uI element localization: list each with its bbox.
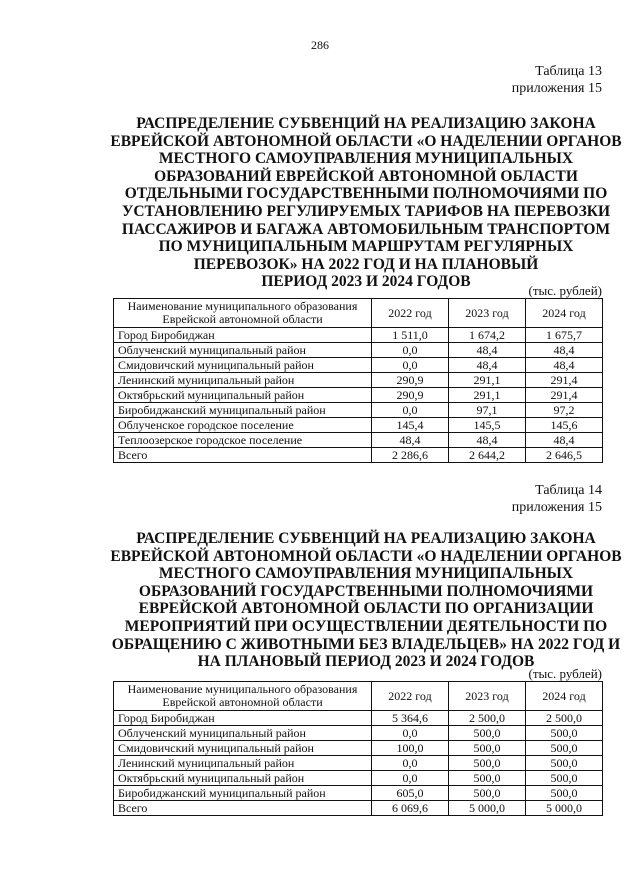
value-2022-cell: 0,0 xyxy=(372,403,449,418)
heading-line: ПАССАЖИРОВ И БАГАЖА АВТОМОБИЛЬНЫМ ТРАНСПОРТОМ xyxy=(121,220,611,238)
column-header-2023: 2023 год xyxy=(449,299,526,328)
table-row xyxy=(114,388,603,403)
row-name-cell: Теплоозерское городское поселение xyxy=(114,433,372,448)
row-name-cell: Биробиджанский муниципальный район xyxy=(114,403,372,418)
table-row xyxy=(114,448,603,463)
value-2024-cell: 5 000,0 xyxy=(526,801,603,816)
heading-line: ЕВРЕЙСКОЙ АВТОНОМНОЙ ОБЛАСТИ ПО ОРГАНИЗАЦИИ xyxy=(138,600,594,618)
heading-line: ОБРАЗОВАНИЙ ЕВРЕЙСКОЙ АВТОНОМНОЙ ОБЛАСТИ xyxy=(154,167,578,185)
heading-line: МЕСТНОГО САМОУПРАВЛЕНИЯ МУНИЦИПАЛЬНЫХ xyxy=(158,150,574,168)
value-2022-cell: 100,0 xyxy=(372,741,449,756)
table13-caption xyxy=(512,63,602,97)
table-row xyxy=(114,756,603,771)
value-2022-cell: 6 069,6 xyxy=(372,801,449,816)
value-2024-cell: 500,0 xyxy=(526,756,603,771)
value-2022-cell: 145,4 xyxy=(372,418,449,433)
value-2024-cell: 2 646,5 xyxy=(526,448,603,463)
column-header-name: Наименование муниципального образования Еврейской автономной области xyxy=(114,682,372,711)
table-row xyxy=(114,373,603,388)
heading-line: УСТАНОВЛЕНИЮ РЕГУЛИРУЕМЫХ ТАРИФОВ НА ПЕРЕВОЗКИ xyxy=(121,202,611,220)
value-2023-cell: 97,1 xyxy=(449,403,526,418)
table14-heading xyxy=(108,530,624,671)
column-header-2023: 2023 год xyxy=(449,682,526,711)
value-2023-cell: 500,0 xyxy=(449,741,526,756)
value-2023-cell: 500,0 xyxy=(449,771,526,786)
value-2022-cell: 290,9 xyxy=(372,388,449,403)
value-2024-cell: 500,0 xyxy=(526,771,603,786)
value-2023-cell: 2 644,2 xyxy=(449,448,526,463)
table-row xyxy=(114,711,603,726)
value-2022-cell: 0,0 xyxy=(372,756,449,771)
value-2023-cell: 500,0 xyxy=(449,756,526,771)
row-name-cell: Смидовичский муниципальный район xyxy=(114,358,372,373)
value-2023-cell: 2 500,0 xyxy=(449,711,526,726)
value-2024-cell: 97,2 xyxy=(526,403,603,418)
value-2024-cell: 1 675,7 xyxy=(526,328,603,343)
column-header-name: Наименование муниципального образования Еврейской автономной области xyxy=(114,299,372,328)
value-2024-cell: 48,4 xyxy=(526,358,603,373)
value-2023-cell: 145,5 xyxy=(449,418,526,433)
value-2023-cell: 48,4 xyxy=(449,358,526,373)
column-header-2024: 2024 год xyxy=(526,299,603,328)
value-2023-cell: 48,4 xyxy=(449,433,526,448)
table14-header-row xyxy=(114,682,603,711)
row-name-cell: Облученский муниципальный район xyxy=(114,343,372,358)
table13-heading xyxy=(108,115,624,291)
value-2023-cell: 48,4 xyxy=(449,343,526,358)
value-2024-cell: 2 500,0 xyxy=(526,711,603,726)
row-name-cell: Ленинский муниципальный район xyxy=(114,373,372,388)
table14 xyxy=(113,681,603,816)
heading-line: ОБРАЩЕНИЮ С ЖИВОТНЫМИ БЕЗ ВЛАДЕЛЬЦЕВ» НА 2022 ГОД И xyxy=(111,635,621,653)
value-2024-cell: 48,4 xyxy=(526,343,603,358)
value-2022-cell: 605,0 xyxy=(372,786,449,801)
value-2022-cell: 48,4 xyxy=(372,433,449,448)
row-name-cell: Всего xyxy=(114,448,372,463)
value-2022-cell: 0,0 xyxy=(372,343,449,358)
table14-caption-appendix: приложения 15 xyxy=(511,500,602,515)
column-header-2024: 2024 год xyxy=(526,682,603,711)
heading-line: РАСПРЕДЕЛЕНИЕ СУБВЕНЦИЙ НА РЕАЛИЗАЦИЮ ЗАКОНА xyxy=(136,530,596,547)
table-row xyxy=(114,403,603,418)
table14-units: (тыс. рублей) xyxy=(528,666,602,681)
table14-caption xyxy=(512,482,602,516)
table-row xyxy=(114,771,603,786)
heading-line: МЕРОПРИЯТИЙ ПРИ ОСУЩЕСТВЛЕНИИ ДЕЯТЕЛЬНОСТИ ПО xyxy=(124,617,608,635)
value-2023-cell: 291,1 xyxy=(449,388,526,403)
heading-line: МЕСТНОГО САМОУПРАВЛЕНИЯ МУНИЦИПАЛЬНЫХ xyxy=(158,565,574,583)
heading-line: ЕВРЕЙСКОЙ АВТОНОМНОЙ ОБЛАСТИ «О НАДЕЛЕНИИ ОРГАНОВ xyxy=(110,132,622,150)
row-name-cell: Облученское городское поселение xyxy=(114,418,372,433)
table13 xyxy=(113,298,603,463)
heading-line: ОБРАЗОВАНИЙ ГОСУДАРСТВЕННЫМИ ПОЛНОМОЧИЯМИ xyxy=(138,582,594,600)
value-2023-cell: 500,0 xyxy=(449,786,526,801)
heading-line: ЕВРЕЙСКОЙ АВТОНОМНОЙ ОБЛАСТИ «О НАДЕЛЕНИИ ОРГАНОВ xyxy=(110,547,622,565)
column-header-2022: 2022 год xyxy=(372,682,449,711)
row-name-cell: Всего xyxy=(114,801,372,816)
value-2024-cell: 145,6 xyxy=(526,418,603,433)
row-name-cell: Октябрьский муниципальный район xyxy=(114,388,372,403)
value-2024-cell: 500,0 xyxy=(526,741,603,756)
heading-line: ОТДЕЛЬНЫМИ ГОСУДАРСТВЕННЫМИ ПОЛНОМОЧИЯМИ ПО xyxy=(124,185,608,203)
table-row xyxy=(114,726,603,741)
table-row xyxy=(114,358,603,373)
row-name-cell: Город Биробиджан xyxy=(114,328,372,343)
heading-line: РАСПРЕДЕЛЕНИЕ СУБВЕНЦИЙ НА РЕАЛИЗАЦИЮ ЗАКОНА xyxy=(136,115,596,132)
heading-line: НА ПЛАНОВЫЙ ПЕРИОД 2023 И 2024 ГОДОВ xyxy=(197,653,535,671)
value-2024-cell: 291,4 xyxy=(526,373,603,388)
value-2023-cell: 5 000,0 xyxy=(449,801,526,816)
table-row xyxy=(114,418,603,433)
value-2024-cell: 500,0 xyxy=(526,786,603,801)
value-2023-cell: 1 674,2 xyxy=(449,328,526,343)
table14-caption-number: Таблица 14 xyxy=(535,483,602,498)
value-2022-cell: 1 511,0 xyxy=(372,328,449,343)
value-2024-cell: 500,0 xyxy=(526,726,603,741)
column-header-2022: 2022 год xyxy=(372,299,449,328)
value-2022-cell: 2 286,6 xyxy=(372,448,449,463)
value-2022-cell: 5 364,6 xyxy=(372,711,449,726)
value-2022-cell: 0,0 xyxy=(372,358,449,373)
row-name-cell: Облученский муниципальный район xyxy=(114,726,372,741)
value-2022-cell: 0,0 xyxy=(372,771,449,786)
table-row xyxy=(114,786,603,801)
row-name-cell: Биробиджанский муниципальный район xyxy=(114,786,372,801)
table-row xyxy=(114,328,603,343)
value-2022-cell: 0,0 xyxy=(372,726,449,741)
heading-line: ПЕРИОД 2023 И 2024 ГОДОВ xyxy=(261,273,471,291)
table-row xyxy=(114,801,603,816)
heading-line: ПО МУНИЦИПАЛЬНЫМ МАРШРУТАМ РЕГУЛЯРНЫХ xyxy=(158,238,574,256)
table-row xyxy=(114,343,603,358)
value-2024-cell: 291,4 xyxy=(526,388,603,403)
row-name-cell: Октябрьский муниципальный район xyxy=(114,771,372,786)
row-name-cell: Город Биробиджан xyxy=(114,711,372,726)
page-number: 286 xyxy=(311,38,329,52)
row-name-cell: Смидовичский муниципальный район xyxy=(114,741,372,756)
table-row xyxy=(114,433,603,448)
table-row xyxy=(114,741,603,756)
heading-line: ПЕРЕВОЗОК» НА 2022 ГОД И НА ПЛАНОВЫЙ xyxy=(193,255,539,273)
value-2023-cell: 291,1 xyxy=(449,373,526,388)
table13-caption-number: Таблица 13 xyxy=(535,64,602,79)
value-2023-cell: 500,0 xyxy=(449,726,526,741)
table13-units: (тыс. рублей) xyxy=(528,283,602,298)
row-name-cell: Ленинский муниципальный район xyxy=(114,756,372,771)
value-2022-cell: 290,9 xyxy=(372,373,449,388)
table13-header-row xyxy=(114,299,603,328)
table13-caption-appendix: приложения 15 xyxy=(511,81,602,96)
value-2024-cell: 48,4 xyxy=(526,433,603,448)
